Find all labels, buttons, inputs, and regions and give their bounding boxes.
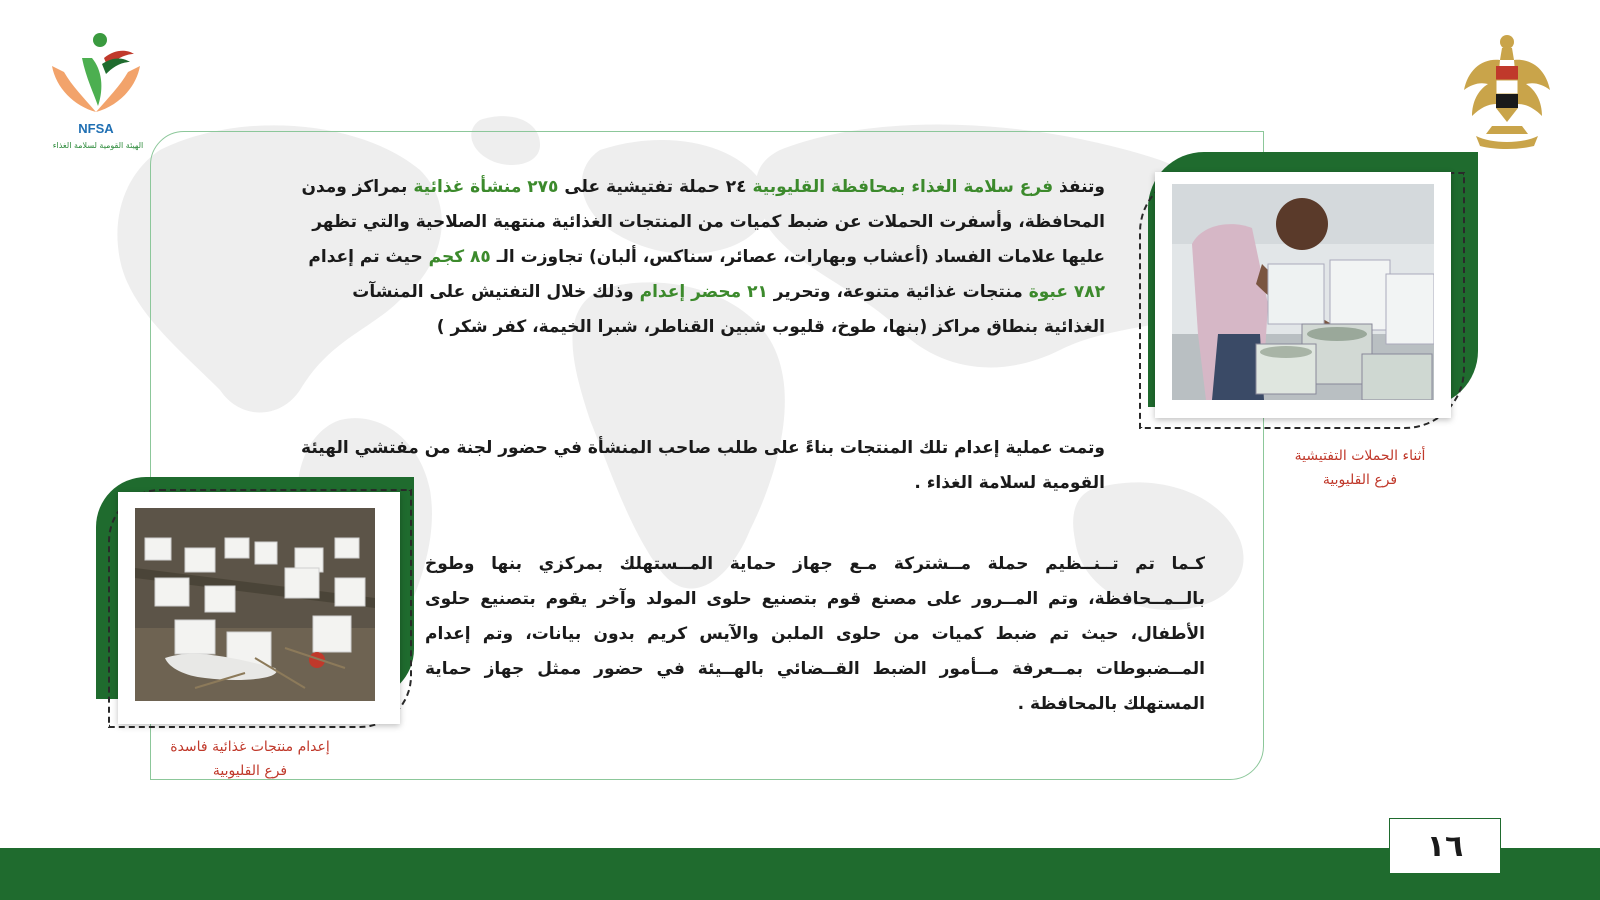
caption-right-line2: فرع القليوبية [1322, 472, 1398, 488]
caption-left [150, 735, 350, 783]
p1-text: وذلك خلال التفتيش على المنشآت الغذائية بنطاق مراكز (بنها، طوخ، قليوب شبين القناطر، شبرا الخيمة، كفر شكر ) [352, 282, 1105, 337]
nfsa-logo [46, 28, 158, 158]
p1-text: وتنفذ [1053, 177, 1105, 197]
page-number: ١٦ [1389, 818, 1501, 874]
p1-text: ٢٤ حملة تفتيشية على [558, 177, 753, 197]
caption-right [1275, 444, 1445, 492]
p1-highlight-facilities: ٢٧٥ منشأة غذائية [413, 177, 559, 197]
p1-text: منتجات غذائية متنوعة، وتحرير [767, 282, 1029, 302]
nfsa-emblem-icon [46, 28, 146, 120]
nfsa-arabic-name: الهيئة القومية لسلامة الغذاء [52, 141, 144, 150]
paragraph-disposal: وتمت عملية إعدام تلك المنتجات بناءً على طلب صاحب المنشأة في حضور لجنة من مفتشي الهيئة القومية لسلامة الغذاء . [301, 438, 1105, 493]
egypt-eagle-emblem-icon [1462, 30, 1552, 150]
p1-highlight-branch: فرع سلامة الغذاء بمحافظة القليوبية [752, 177, 1054, 197]
paragraph-campaigns [290, 170, 1105, 345]
caption-left-line1: إعدام منتجات غذائية فاسدة [170, 739, 330, 755]
p1-text: بمراكز ومدن المحافظة، وأسفرت الحملات عن ضبط كميات من المنتجات الغذائية منتهية الصلاحية والتي تظهر عليها علامات الفساد (أعشاب وبهارات، عصائر، سناكس، ألبان) تجاوزت الـ [301, 177, 1105, 267]
paragraph-joint-campaign: كـما تم تــنــظيم حملة مــشتركة مـع جهاز حماية المــستهلك بمركزي بنها وطوخ بالــمــحافظة، وتم المــرور على مصنع قوم بتصنيع حلوى المولد وآخر يقوم بتصنيع حلوى الأطفال، حيث تم ضبط كميات من حلوى الملبن والآيس كريم بدون بيانات، وتم إعدام المــضبوطات بمــعرفة مــأمور الضبط القــضائي بالهــيئة في حضور ممثل جهاز حماية المستهلك بالمحافظة . [425, 554, 1205, 714]
nfsa-acronym: NFSA [78, 121, 114, 136]
caption-right-line1: أثناء الحملات التفتيشية [1294, 448, 1426, 464]
disposal-photo [135, 508, 375, 701]
inspection-photo [1172, 184, 1434, 400]
footer-bar [0, 848, 1600, 900]
p1-highlight-packages: ٧٨٢ عبوة [1028, 282, 1105, 302]
p1-text: حيث تم إعدام [308, 247, 429, 267]
p1-highlight-weight: ٨٥ كجم [428, 247, 491, 267]
caption-left-line2: فرع القليوبية [212, 763, 288, 779]
p1-highlight-reports: ٢١ محضر إعدام [639, 282, 768, 302]
